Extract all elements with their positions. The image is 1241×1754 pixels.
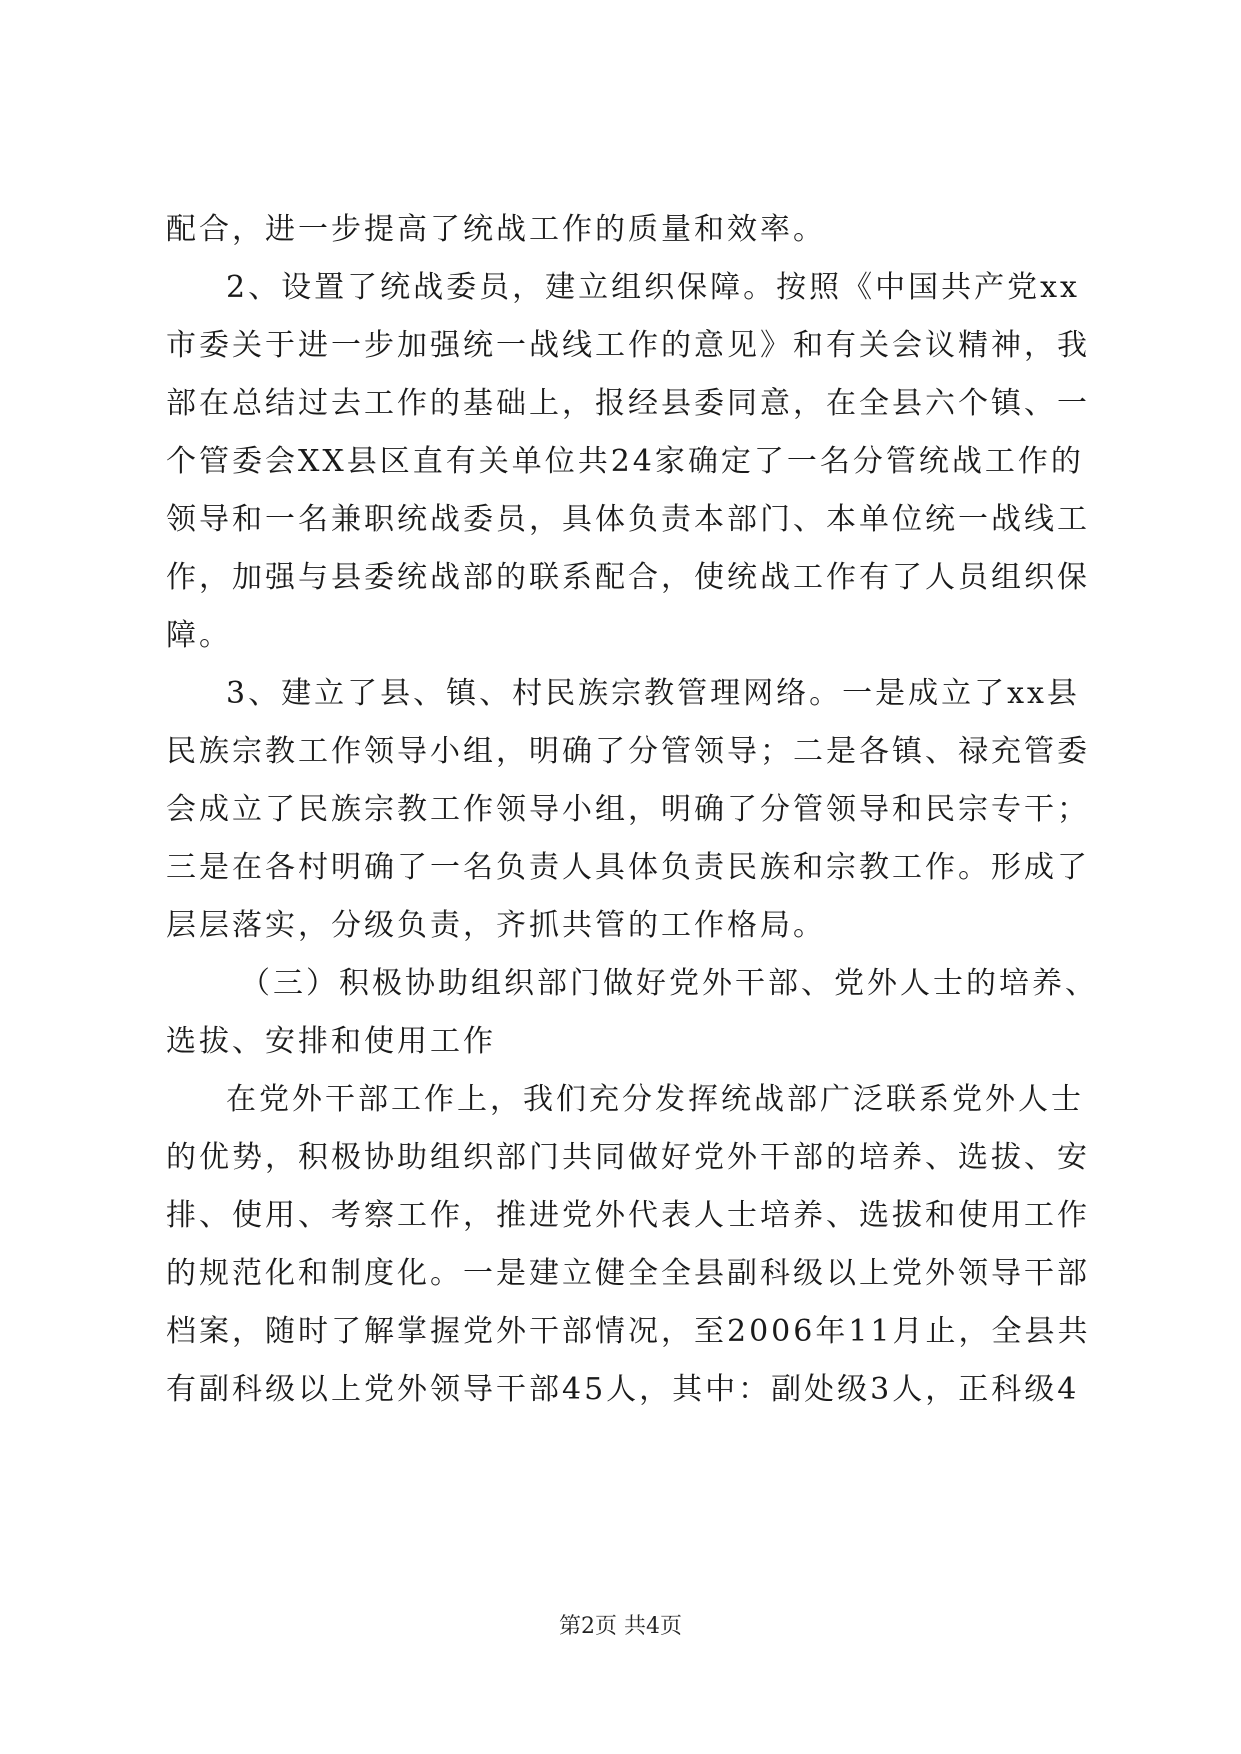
- text-line: 部在总结过去工作的基础上，报经县委同意，在全县六个镇、一: [166, 386, 1090, 421]
- text-line: 三是在各村明确了一名负责人具体负责民族和宗教工作。形成了: [166, 850, 1090, 885]
- text-line: 配合，进一步提高了统战工作的质量和效率。: [166, 212, 826, 247]
- text-line: 市委关于进一步加强统一战线工作的意见》和有关会议精神，我: [166, 328, 1090, 363]
- text-line: 的优势，积极协助组织部门共同做好党外干部的培养、选拔、安: [166, 1140, 1090, 1175]
- section-heading: 选拔、安排和使用工作: [166, 1024, 496, 1059]
- text-line: 领导和一名兼职统战委员，具体负责本部门、本单位统一战线工: [166, 502, 1090, 537]
- section-heading: （三）积极协助组织部门做好党外干部、党外人士的培养、: [240, 966, 1098, 1001]
- text-line: 在党外干部工作上，我们充分发挥统战部广泛联系党外人士: [226, 1082, 1084, 1117]
- text-line: 排、使用、考察工作，推进党外代表人士培养、选拔和使用工作: [166, 1198, 1090, 1233]
- text-line: 的规范化和制度化。一是建立健全全县副科级以上党外领导干部: [166, 1256, 1090, 1291]
- text-line: 3、建立了县、镇、村民族宗教管理网络。一是成立了xx县: [226, 676, 1080, 711]
- page-number-footer: 第2页 共4页: [559, 1614, 682, 1639]
- text-line: 个管委会XX县区直有关单位共24家确定了一名分管统战工作的: [166, 444, 1084, 479]
- text-line: 障。: [166, 618, 232, 653]
- text-line: 档案，随时了解掌握党外干部情况，至2006年11月止，全县共: [166, 1314, 1091, 1349]
- text-line: 有副科级以上党外领导干部45人，其中：副处级3人，正科级4: [166, 1372, 1080, 1407]
- text-line: 作，加强与县委统战部的联系配合，使统战工作有了人员组织保: [166, 560, 1090, 595]
- text-line: 民族宗教工作领导小组，明确了分管领导；二是各镇、禄充管委: [166, 734, 1090, 769]
- text-line: 层层落实，分级负责，齐抓共管的工作格局。: [166, 908, 826, 943]
- text-line: 会成立了民族宗教工作领导小组，明确了分管领导和民宗专干；: [166, 792, 1090, 827]
- text-line: 2、设置了统战委员，建立组织保障。按照《中国共产党xx: [226, 270, 1080, 305]
